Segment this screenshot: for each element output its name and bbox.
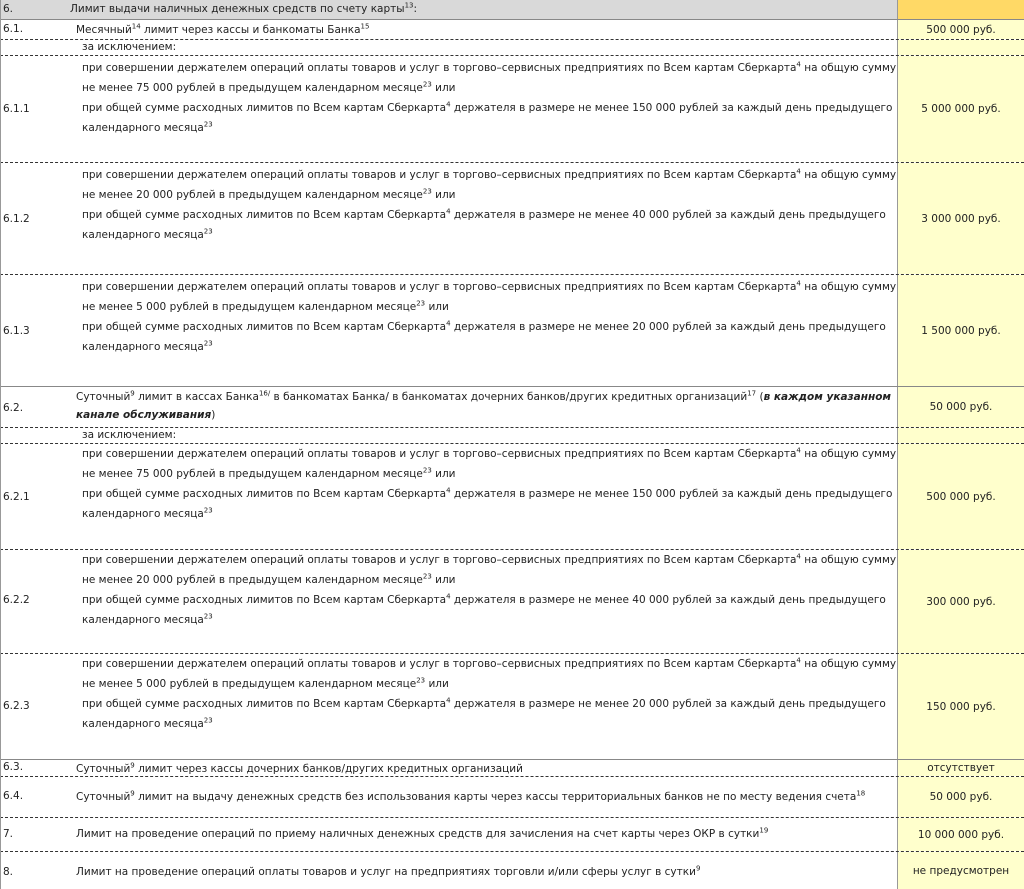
- row-conditions: при совершении держателем операций оплаты товаров и услуг в торгово–сервисных предприятиях по Всем картам Сберкарта$^4$ на общую сумму не менее 20 000 рублей в предыдущем календарном месяце$^{23}$ или при общей сумме расходных лимитов по Всем картам Сберкарта$^4$ держателя в размере не менее 40 000 рублей за каждый день предыдущего календарного месяца$^{23}$: [82, 552, 897, 626]
- value-cell: [897, 0, 1024, 19]
- row-7: [0, 818, 1024, 852]
- row-title: Суточный$^9$ лимит через кассы дочерних банков/других кредитных организаций: [76, 761, 523, 775]
- row-exception-1: [0, 40, 1024, 56]
- value-cell: 500 000 руб.: [897, 20, 1024, 39]
- value-cell: 300 000 руб.: [897, 550, 1024, 653]
- row-title: Лимит выдачи наличных денежных средств по счету карты$^{13}$:: [70, 1, 418, 15]
- row-6-3: [0, 760, 1024, 777]
- exception-label: за исключением:: [82, 41, 177, 53]
- value-cell: [897, 40, 1024, 55]
- value-cell: 150 000 руб.: [897, 654, 1024, 759]
- value-cell: 1 500 000 руб.: [897, 275, 1024, 386]
- row-8: [0, 852, 1024, 889]
- row-6-1-1: [0, 56, 1024, 163]
- row-number: 6.1.1: [3, 103, 30, 115]
- value-cell: [897, 428, 1024, 443]
- row-title: Месячный$^{14}$ лимит через кассы и банкоматы Банка$^{15}$: [76, 22, 370, 36]
- row-number: 7.: [3, 828, 14, 840]
- row-6-2-3: [0, 654, 1024, 760]
- row-title: Суточный$^9$ лимит в кассах Банка$^{16/}$ в банкоматах Банка/ в банкоматах дочерних банков/других кредитных организаций$^{17}$ (в каждом указанном канале обслуживания): [76, 389, 892, 421]
- value-cell: 5 000 000 руб.: [897, 56, 1024, 162]
- row-6-2: [0, 387, 1024, 428]
- row-number: 6.1.: [3, 23, 24, 35]
- value-cell: 50 000 руб.: [897, 777, 1024, 817]
- row-title: Лимит на проведение операций оплаты товаров и услуг на предприятиях торговли и/или сферы услуг в сутки$^9$: [76, 864, 701, 878]
- row-number: 6.1.2: [3, 213, 30, 225]
- row-conditions: при совершении держателем операций оплаты товаров и услуг в торгово–сервисных предприятиях по Всем картам Сберкарта$^4$ на общую сумму не менее 75 000 рублей в предыдущем календарном месяце$^{23}$ или при общей сумме расходных лимитов по Всем картам Сберкарта$^4$ держателя в размере не менее 150 000 рублей за каждый день предыдущего календарного месяца$^{23}$: [82, 60, 897, 134]
- row-6: [0, 0, 1024, 20]
- row-6-2-2: [0, 550, 1024, 654]
- row-title: Лимит на проведение операций по приему наличных денежных средств для зачисления на счет карты через ОКР в сутки$^{19}$: [76, 826, 769, 840]
- row-number: 6.2.1: [3, 491, 30, 503]
- row-conditions: при совершении держателем операций оплаты товаров и услуг в торгово–сервисных предприятиях по Всем картам Сберкарта$^4$ на общую сумму не менее 75 000 рублей в предыдущем календарном месяце$^{23}$ или при общей сумме расходных лимитов по Всем картам Сберкарта$^4$ держателя в размере не менее 150 000 рублей за каждый день предыдущего календарного месяца$^{23}$: [82, 446, 897, 520]
- value-cell: 3 000 000 руб.: [897, 163, 1024, 274]
- row-title: Суточный$^9$ лимит на выдачу денежных средств без использования карты через кассы территориальных банков не по месту ведения счета$^{18}$: [76, 789, 866, 803]
- value-cell: не предусмотрен: [897, 852, 1024, 889]
- value-cell: 500 000 руб.: [897, 444, 1024, 549]
- row-conditions: при совершении держателем операций оплаты товаров и услуг в торгово–сервисных предприятиях по Всем картам Сберкарта$^4$ на общую сумму не менее 20 000 рублей в предыдущем календарном месяце$^{23}$ или при общей сумме расходных лимитов по Всем картам Сберкарта$^4$ держателя в размере не менее 40 000 рублей за каждый день предыдущего календарного месяца$^{23}$: [82, 167, 897, 241]
- row-number: 6.: [3, 3, 14, 15]
- row-conditions: при совершении держателем операций оплаты товаров и услуг в торгово–сервисных предприятиях по Всем картам Сберкарта$^4$ на общую сумму не менее 5 000 рублей в предыдущем календарном месяце$^{23}$ или при общей сумме расходных лимитов по Всем картам Сберкарта$^4$ держателя в размере не менее 20 000 рублей за каждый день предыдущего календарного месяца$^{23}$: [82, 656, 897, 730]
- row-6-1-3: [0, 275, 1024, 387]
- row-conditions: при совершении держателем операций оплаты товаров и услуг в торгово–сервисных предприятиях по Всем картам Сберкарта$^4$ на общую сумму не менее 5 000 рублей в предыдущем календарном месяце$^{23}$ или при общей сумме расходных лимитов по Всем картам Сберкарта$^4$ держателя в размере не менее 20 000 рублей за каждый день предыдущего календарного месяца$^{23}$: [82, 279, 897, 353]
- row-6-1-2: [0, 163, 1024, 275]
- row-6-4: [0, 777, 1024, 818]
- row-6-2-1: [0, 444, 1024, 550]
- row-number: 6.2.: [3, 402, 24, 414]
- row-number: 6.1.3: [3, 325, 30, 337]
- exception-label: за исключением:: [82, 429, 177, 441]
- row-number: 6.2.3: [3, 700, 30, 712]
- left-border: [0, 0, 1, 889]
- row-exception-2: [0, 428, 1024, 444]
- value-cell: 10 000 000 руб.: [897, 818, 1024, 851]
- row-number: 6.2.2: [3, 594, 30, 606]
- value-cell: отсутствует: [897, 760, 1024, 776]
- row-number: 6.3.: [3, 761, 24, 773]
- row-number: 6.4.: [3, 790, 24, 802]
- row-number: 8.: [3, 866, 14, 878]
- value-cell: 50 000 руб.: [897, 387, 1024, 427]
